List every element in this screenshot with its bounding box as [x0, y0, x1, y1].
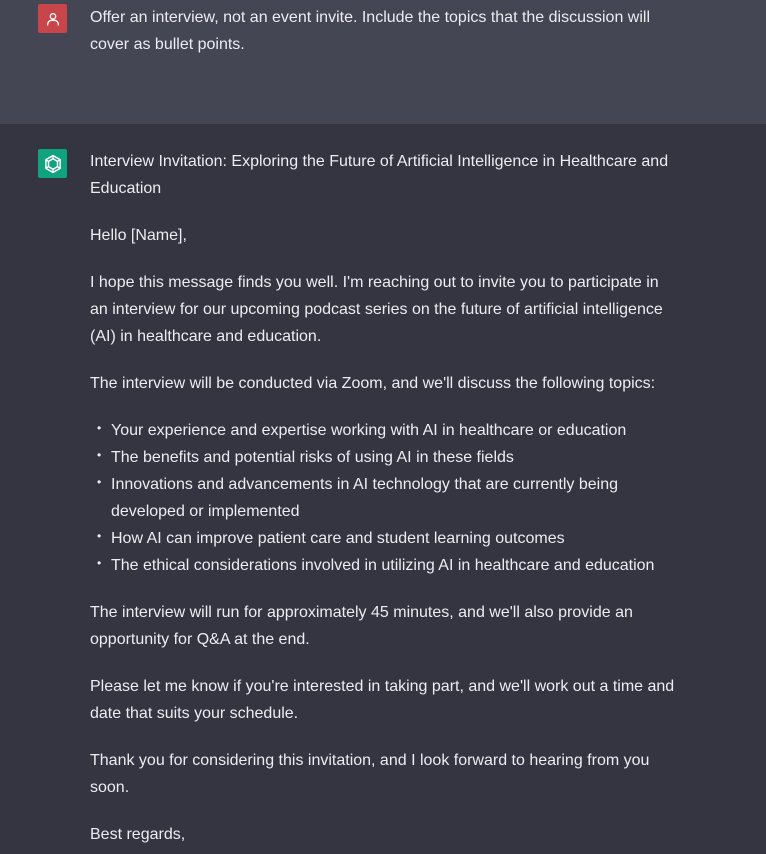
list-item: • How AI can improve patient care and student learning outcomes	[90, 525, 680, 552]
user-message	[90, 4, 680, 78]
list-item: • The ethical considerations involved in utilizing AI in healthcare and education	[90, 552, 680, 579]
topics-list	[90, 417, 680, 579]
message-intro: I hope this message finds you well. I'm reaching out to invite you to participate in an interview for our upcoming podcast series on the future of artificial intelligence (AI) in healthcare and education.	[90, 274, 663, 345]
list-item: • Your experience and expertise working with AI in healthcare or education	[90, 417, 680, 444]
assistant-avatar	[38, 149, 67, 178]
openai-logo-icon	[42, 153, 64, 175]
message-thanks: Thank you for considering this invitation, and I look forward to hearing from you soon.	[90, 752, 650, 796]
user-avatar	[38, 4, 67, 33]
user-icon	[45, 11, 61, 27]
bullet-icon: •	[97, 448, 102, 462]
message-request: Please let me know if you're interested in taking part, and we'll work out a time and date that suits your schedule.	[90, 678, 675, 722]
bullet-icon: •	[97, 475, 102, 489]
list-item: • Innovations and advancements in AI technology that are currently being developed or implemented	[90, 471, 680, 525]
message-duration: The interview will run for approximately 45 minutes, and we'll also provide an opportunity for Q&A at the end.	[90, 604, 633, 648]
assistant-message	[90, 148, 680, 854]
bullet-icon: •	[97, 529, 102, 543]
user-message-text: Offer an interview, not an event invite. Include the topics that the discussion will cover as bullet points.	[90, 9, 651, 53]
user-message-turn	[0, 0, 766, 124]
message-greeting: Hello [Name],	[90, 227, 187, 244]
bullet-icon: •	[97, 421, 102, 435]
message-topics-intro: The interview will be conducted via Zoom, and we'll discuss the following topics:	[90, 375, 656, 392]
message-title: Interview Invitation: Exploring the Future of Artificial Intelligence in Healthcare and Education	[90, 153, 669, 197]
assistant-message-turn	[0, 124, 766, 854]
bullet-icon: •	[97, 556, 102, 570]
message-signoff: Best regards,	[90, 826, 186, 843]
list-item: • The benefits and potential risks of using AI in these fields	[90, 444, 680, 471]
